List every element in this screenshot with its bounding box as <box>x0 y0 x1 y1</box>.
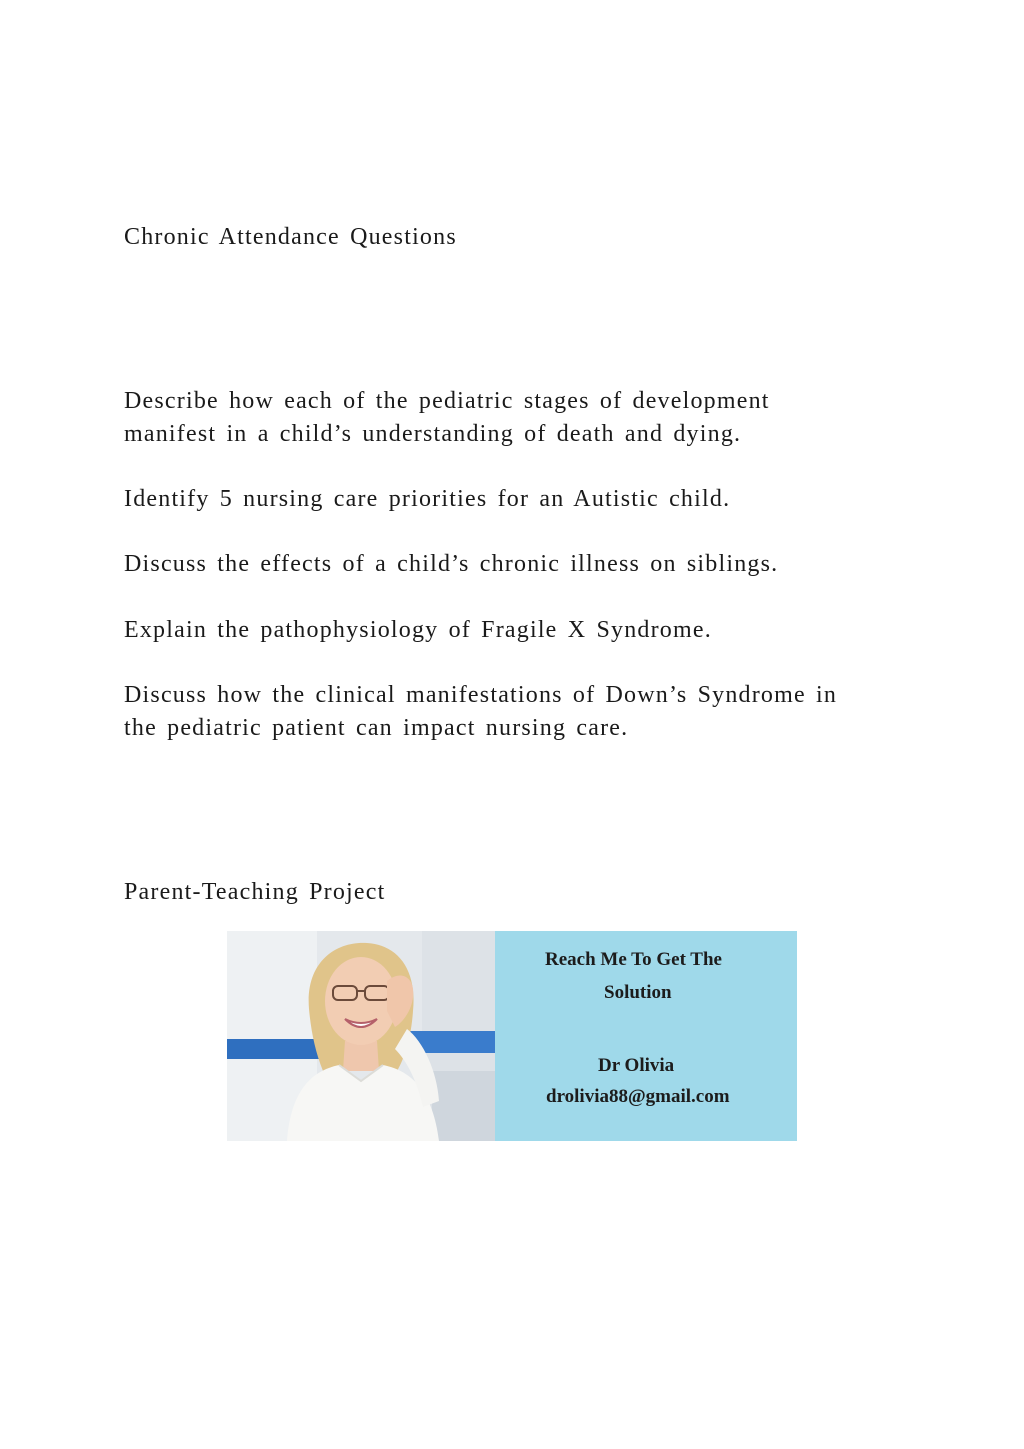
contact-panel <box>495 931 797 1141</box>
woman-photo <box>227 931 495 1141</box>
cta-line-2: Solution <box>604 982 672 1003</box>
question-4: Explain the pathophysiology of Fragile X Syndrome. <box>124 617 712 643</box>
question-1-line-1: Describe how each of the pediatric stages of development <box>124 388 770 414</box>
contact-email: drolivia88@gmail.com <box>546 1086 730 1107</box>
cta-line-1: Reach Me To Get The <box>545 949 722 970</box>
contact-banner <box>227 931 797 1141</box>
question-3: Discuss the effects of a child’s chronic illness on siblings. <box>124 551 779 577</box>
question-5-line-1: Discuss how the clinical manifestations of Down’s Syndrome in <box>124 682 838 708</box>
question-1-line-2: manifest in a child’s understanding of death and dying. <box>124 421 742 447</box>
question-5-line-2: the pediatric patient can impact nursing care. <box>124 715 629 741</box>
document-title: Chronic Attendance Questions <box>124 224 457 250</box>
question-2: Identify 5 nursing care priorities for an Autistic child. <box>124 486 731 512</box>
section-heading: Parent-Teaching Project <box>124 879 386 905</box>
contact-name: Dr Olivia <box>598 1055 675 1076</box>
